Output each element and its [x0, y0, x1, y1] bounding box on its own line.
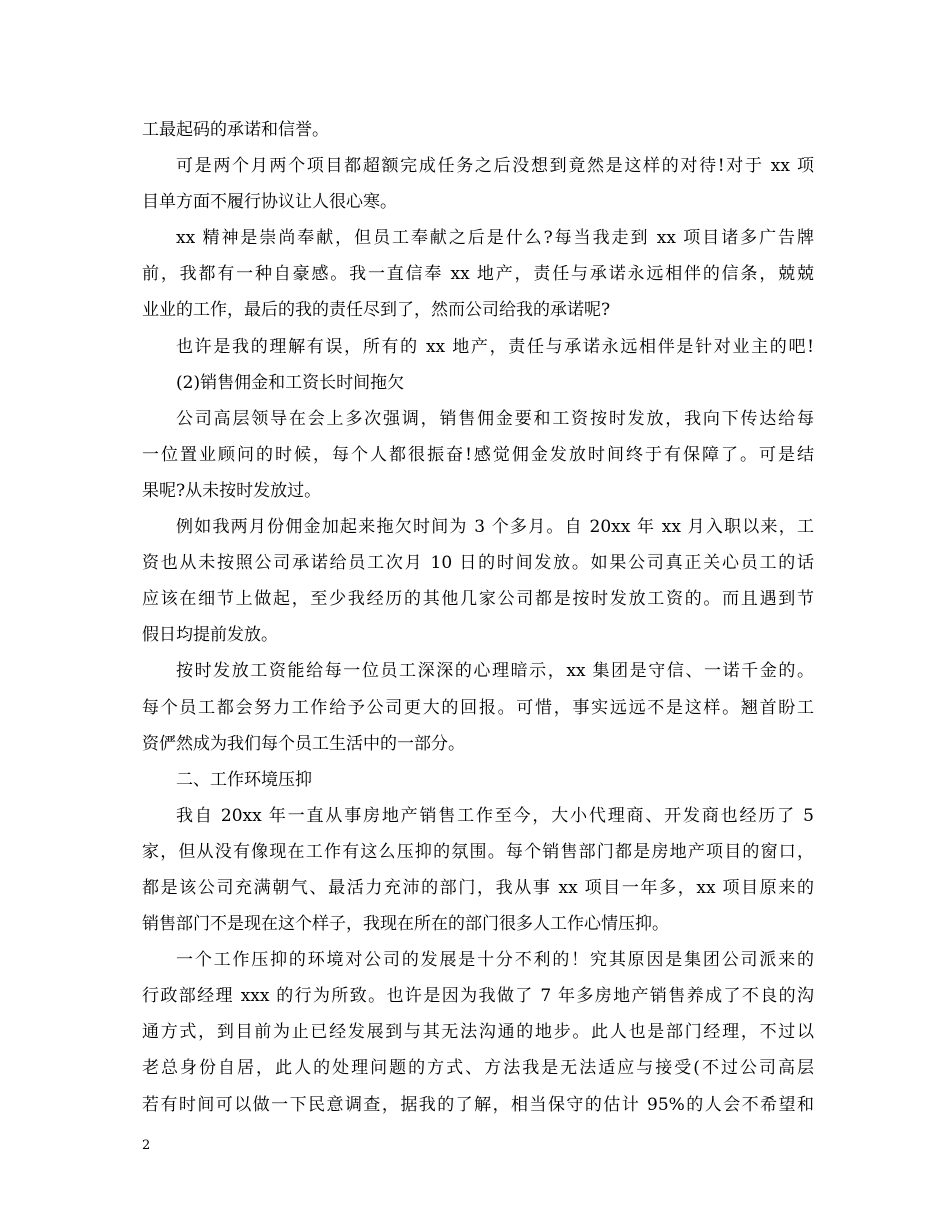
- text-line: 资也从未按照公司承诺给员工次月 10 日的时间发放。如果公司真正关心员工的话: [142, 553, 814, 574]
- text-line: 若有时间可以做一下民意调查，据我的了解，相当保守的估计 95%的人会不希望和: [142, 1094, 814, 1115]
- text-line: 例如我两月份佣金加起来拖欠时间为 3 个多月。自 20xx 年 xx 月入职以来，工: [176, 517, 814, 538]
- text-line: 假日均提前发放。: [142, 625, 278, 646]
- text-line: 也许是我的理解有误，所有的 xx 地产，责任与承诺永远相伴是针对业主的吧!: [176, 336, 814, 357]
- text-line: 资俨然成为我们每个员工生活中的一部分。: [142, 733, 465, 754]
- text-line: 工最起码的承诺和信誉。: [142, 120, 329, 140]
- text-line: 果呢?从未按时发放过。: [142, 480, 322, 501]
- text-line: 家，但从没有像现在工作有这么压抑的氛围。每个销售部门都是房地产项目的窗口，: [142, 841, 814, 862]
- text-line: 行政部经理 xxx 的行为所致。也许是因为我做了 7 年多房地产销售养成了不良的沟: [142, 986, 814, 1007]
- text-line: 老总身份自居，此人的处理问题的方式、方法我是无法适应与接受(不过公司高层: [142, 1058, 814, 1079]
- text-line: xx 精神是崇尚奉献，但员工奉献之后是什么?每当我走到 xx 项目诸多广告牌: [176, 228, 814, 249]
- text-line: 通方式，到目前为止已经发展到与其无法沟通的地步。此人也是部门经理，不过以: [142, 1022, 814, 1043]
- page-number: 2: [142, 1138, 151, 1153]
- text-line: 一个工作压抑的环境对公司的发展是十分不利的！究其原因是集团公司派来的: [176, 950, 814, 971]
- text-line: 目单方面不履行协议让人很心寒。: [142, 192, 397, 213]
- text-line: 业业的工作，最后的我的责任尽到了，然而公司给我的承诺呢?: [142, 300, 611, 321]
- text-line: 销售部门不是现在这个样子，我现在所在的部门很多人工作心情压抑。: [142, 914, 669, 935]
- text-line: 都是该公司充满朝气、最活力充沛的部门，我从事 xx 项目一年多，xx 项目原来的: [142, 877, 814, 898]
- body-text: [142, 112, 814, 1123]
- text-line: 我自 20xx 年一直从事房地产销售工作至今，大小代理商、开发商也经历了 5: [176, 805, 814, 826]
- text-line: 一位置业顾问的时候，每个人都很振奋!感觉佣金发放时间终于有保障了。可是结: [142, 444, 814, 465]
- text-line: 前，我都有一种自豪感。我一直信奉 xx 地产，责任与承诺永远相伴的信条，兢兢: [142, 264, 814, 285]
- text-line: 按时发放工资能给每一位员工深深的心理暗示，xx 集团是守信、一诺千金的。: [176, 661, 814, 682]
- text-line: 每个员工都会努力工作给予公司更大的回报。可惜，事实远远不是这样。翘首盼工: [142, 697, 814, 718]
- text-line: (2)销售佣金和工资长时间拖欠: [176, 372, 405, 393]
- text-line: 二、工作环境压抑: [176, 769, 312, 790]
- text-line: 公司高层领导在会上多次强调，销售佣金要和工资按时发放，我向下传达给每: [176, 408, 814, 429]
- text-line: 应该在细节上做起，至少我经历的其他几家公司都是按时发放工资的。而且遇到节: [142, 589, 814, 610]
- text-line: 可是两个月两个项目都超额完成任务之后没想到竟然是这样的对待!对于 xx 项: [176, 156, 814, 177]
